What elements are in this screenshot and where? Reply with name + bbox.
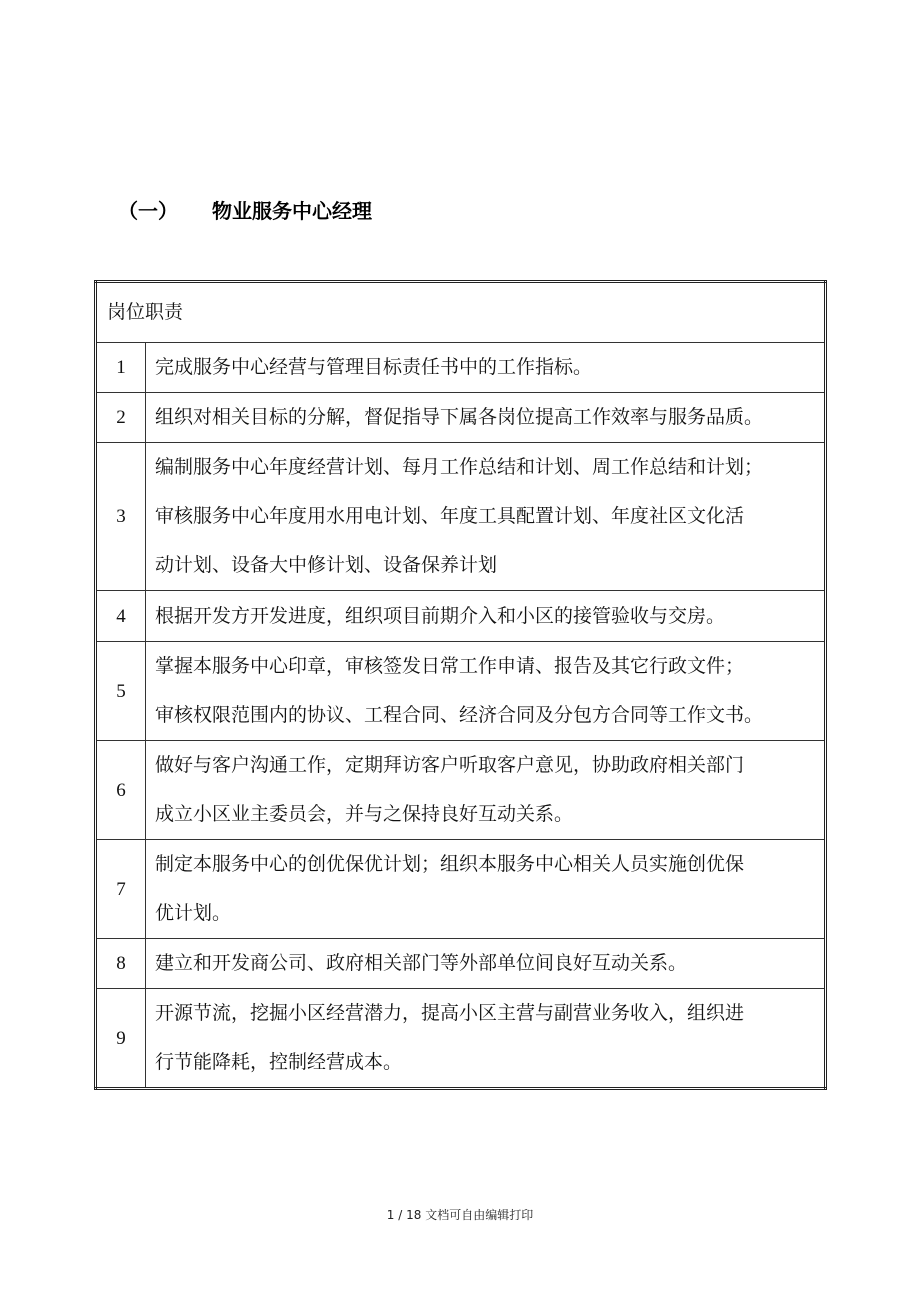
row-number: 1	[96, 343, 146, 393]
row-text: 掌握本服务中心印章，审核签发日常工作申请、报告及其它行政文件； 审核权限范围内的协议、工程合同、经济合同及分包方合同等工作文书。	[146, 642, 826, 741]
section-heading	[118, 194, 372, 224]
row-number: 8	[96, 939, 146, 989]
table-row	[96, 939, 826, 989]
row-text: 根据开发方开发进度，组织项目前期介入和小区的接管验收与交房。	[146, 591, 826, 642]
row-text: 编制服务中心年度经营计划、每月工作总结和计划、周工作总结和计划； 审核服务中心年度用水用电计划、年度工具配置计划、年度社区文化活 动计划、设备大中修计划、设备保养计划	[146, 443, 826, 591]
table-row	[96, 393, 826, 443]
page-footer: 1 / 18 文档可自由编辑打印	[386, 1208, 534, 1222]
section-number: （一）	[118, 198, 178, 223]
table-header-cell: 岗位职责	[96, 282, 826, 343]
row-number: 3	[96, 443, 146, 591]
table-header-row	[96, 282, 826, 343]
table-row	[96, 443, 826, 591]
row-text: 完成服务中心经营与管理目标责任书中的工作指标。	[146, 343, 826, 393]
row-text: 组织对相关目标的分解，督促指导下属各岗位提高工作效率与服务品质。	[146, 393, 826, 443]
row-number: 4	[96, 591, 146, 642]
row-number: 5	[96, 642, 146, 741]
table-row	[96, 840, 826, 939]
row-number: 7	[96, 840, 146, 939]
table-row	[96, 741, 826, 840]
table-row	[96, 591, 826, 642]
row-number: 9	[96, 989, 146, 1089]
table-row	[96, 989, 826, 1089]
section-title: 物业服务中心经理	[212, 198, 372, 223]
row-number: 6	[96, 741, 146, 840]
row-number: 2	[96, 393, 146, 443]
row-text: 开源节流，挖掘小区经营潜力，提高小区主营与副营业务收入，组织进 行节能降耗，控制经营成本。	[146, 989, 826, 1089]
table-row	[96, 343, 826, 393]
duties-table	[94, 280, 827, 1090]
table-row	[96, 642, 826, 741]
row-text: 制定本服务中心的创优保优计划；组织本服务中心相关人员实施创优保 优计划。	[146, 840, 826, 939]
row-text: 做好与客户沟通工作，定期拜访客户听取客户意见，协助政府相关部门 成立小区业主委员会，并与之保持良好互动关系。	[146, 741, 826, 840]
row-text: 建立和开发商公司、政府相关部门等外部单位间良好互动关系。	[146, 939, 826, 989]
